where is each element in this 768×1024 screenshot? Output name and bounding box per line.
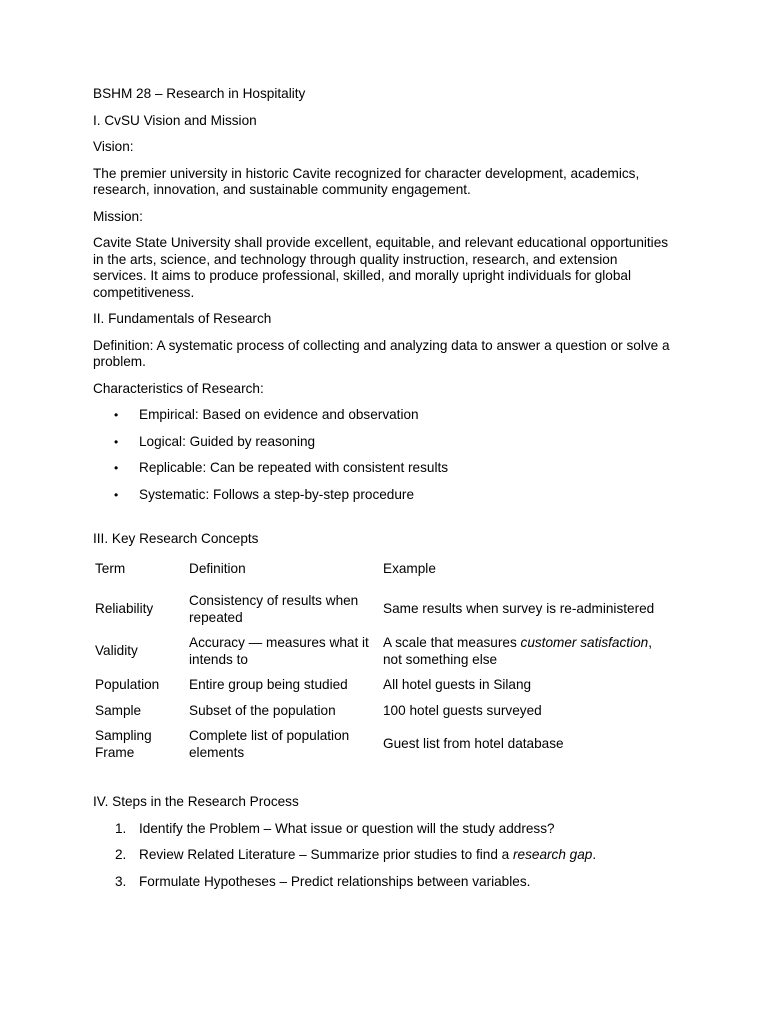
- cell-definition: Consistency of results when repeated: [189, 593, 359, 625]
- table-row: [92, 673, 676, 699]
- section-heading-steps: IV. Steps in the Research Process: [93, 794, 299, 809]
- cell-term: Validity: [95, 643, 138, 659]
- mission-text: Cavite State University shall provide excellent, equitable, and relevant educational opportunities in the arts, science, and technology through quality instruction, research, and extension services. It aims to produce professional, skilled, and morally upright individuals for global competitiveness.: [93, 235, 669, 300]
- cell-definition: Complete list of population elements: [189, 728, 350, 760]
- vision-text: The premier university in historic Cavite recognized for character development, academics, research, innovation, and sustainable community engagement.: [93, 165, 640, 197]
- research-definition: Definition: A systematic process of collecting and analyzing data to answer a question or solve a problem.: [93, 337, 670, 369]
- cell-example: [380, 699, 676, 725]
- table-header-row: [92, 556, 676, 590]
- step-number: 2.: [115, 847, 127, 862]
- step-emphasis: research gap: [513, 847, 593, 862]
- bullet-icon: •: [114, 408, 119, 422]
- cell-example: [380, 631, 676, 673]
- list-item: [93, 460, 673, 477]
- bullet-icon: •: [114, 487, 119, 502]
- step-text: Identify the Problem – What issue or question will the study address?: [139, 820, 555, 836]
- list-item: [93, 847, 673, 864]
- step-text: Formulate Hypotheses – Predict relationships between variables.: [139, 873, 531, 889]
- bullet-icon: •: [114, 434, 119, 449]
- section-heading-key-concepts: III. Key Research Concepts: [93, 531, 259, 546]
- cell-definition: Subset of the population: [189, 702, 336, 718]
- example-emphasis: customer satisfaction: [520, 635, 649, 650]
- concepts-table: [92, 556, 676, 767]
- list-item-text: Systematic: Follows a step-by-step procedure: [139, 486, 415, 502]
- step-number: 3.: [115, 873, 127, 889]
- list-item-text: Replicable: Can be repeated with consistent results: [139, 460, 449, 475]
- list-item: [93, 407, 673, 424]
- step-text-end: .: [592, 847, 597, 862]
- cell-term: Sample: [95, 702, 142, 718]
- column-header-example: Example: [383, 560, 436, 576]
- example-text: All hotel guests in Silang: [383, 677, 532, 692]
- example-text: A scale that measures: [383, 635, 521, 650]
- cell-definition: Accuracy — measures what it intends to: [189, 635, 369, 667]
- list-item-text: Logical: Guided by reasoning: [139, 433, 316, 449]
- vision-label: Vision:: [93, 139, 134, 154]
- example-text: Guest list from hotel database: [383, 736, 564, 752]
- cell-term: Sampling Frame: [95, 728, 152, 760]
- list-item: [93, 487, 673, 504]
- cell-example: [380, 724, 676, 766]
- example-text: 100 hotel guests surveyed: [383, 702, 542, 718]
- cell-definition: Entire group being studied: [189, 677, 348, 692]
- cell-example: [380, 673, 676, 699]
- column-header-definition: Definition: [189, 560, 246, 576]
- step-number: 1.: [115, 820, 127, 836]
- section-heading-fundamentals: II. Fundamentals of Research: [93, 311, 272, 326]
- steps-list: [93, 821, 673, 891]
- document-page: [93, 86, 673, 900]
- cell-example: [380, 589, 676, 631]
- list-item-text: Empirical: Based on evidence and observation: [139, 407, 419, 422]
- step-text: Review Related Literature – Summarize prior studies to find a: [139, 847, 514, 862]
- characteristics-label: Characteristics of Research:: [93, 380, 264, 396]
- list-item: [93, 434, 673, 451]
- list-item: [93, 821, 673, 838]
- example-text: Same results when survey is re-administered: [383, 601, 655, 617]
- mission-label: Mission:: [93, 208, 143, 224]
- section-heading-vision-mission: I. CvSU Vision and Mission: [93, 112, 257, 128]
- table-row: [92, 631, 676, 673]
- example-text-end: , not something else: [383, 635, 652, 667]
- cell-term: Reliability: [95, 601, 154, 617]
- characteristics-list: [93, 407, 673, 503]
- table-row: [92, 589, 676, 631]
- bullet-icon: •: [114, 461, 119, 475]
- column-header-term: Term: [95, 560, 126, 576]
- cell-term: Population: [95, 677, 160, 692]
- course-title: BSHM 28 – Research in Hospitality: [93, 86, 306, 101]
- table-row: [92, 699, 676, 725]
- table-row: [92, 724, 676, 766]
- list-item: [93, 874, 673, 891]
